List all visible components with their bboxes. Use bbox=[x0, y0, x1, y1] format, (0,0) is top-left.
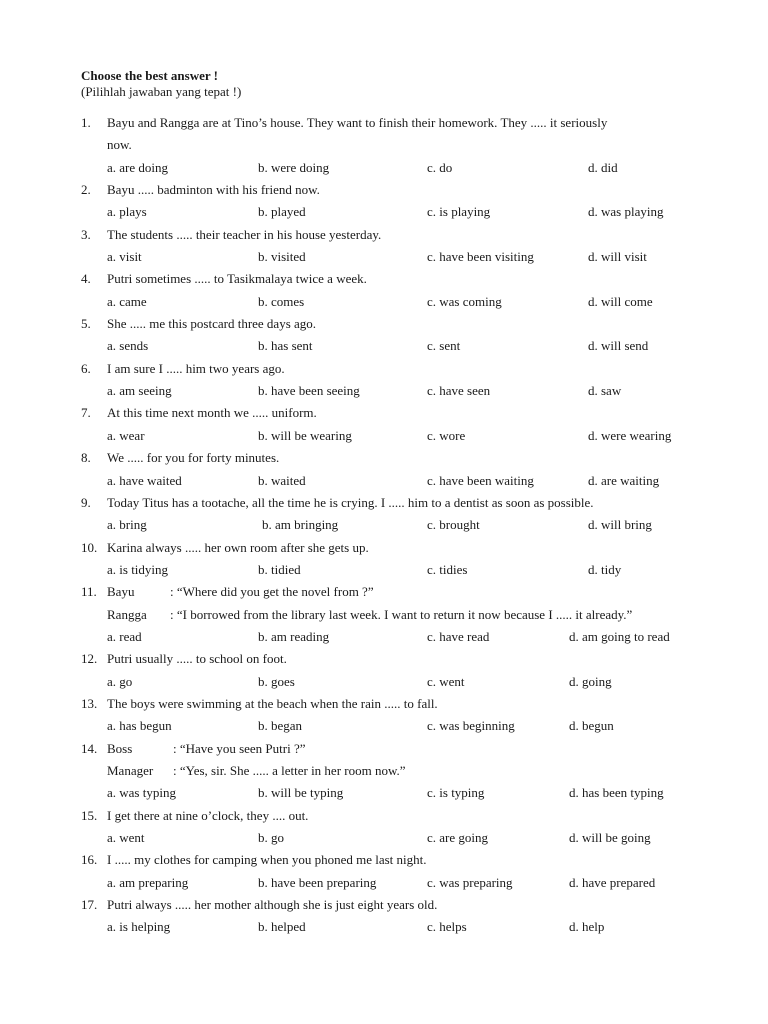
answer-option-d[interactable]: d. will be going bbox=[569, 830, 651, 845]
answer-option-b[interactable]: b. will be wearing bbox=[258, 427, 352, 443]
answer-option-c[interactable]: c. was preparing bbox=[427, 874, 513, 890]
answer-options bbox=[81, 157, 721, 179]
dialog-text: “Yes, sir. She ..... a letter in her room now.” bbox=[179, 762, 406, 778]
answer-option-c[interactable]: c. is typing bbox=[427, 785, 485, 801]
answer-option-a[interactable]: a. wear bbox=[107, 427, 145, 443]
answer-option-a[interactable]: a. am preparing bbox=[107, 874, 189, 890]
answer-option-c[interactable]: c. went bbox=[427, 673, 465, 689]
answer-options bbox=[81, 671, 721, 693]
answer-option-d[interactable]: d. has been typing bbox=[569, 785, 664, 801]
answer-option-c[interactable]: c. have seen bbox=[427, 383, 491, 399]
answer-options bbox=[81, 872, 721, 894]
answer-option-a[interactable]: a. sends bbox=[107, 338, 149, 354]
answer-options bbox=[81, 916, 721, 938]
answer-options bbox=[81, 291, 721, 313]
question-line bbox=[81, 581, 721, 603]
question-number: 4. bbox=[81, 271, 91, 287]
question-item bbox=[81, 849, 721, 894]
answer-option-b[interactable]: b. have been seeing bbox=[258, 383, 360, 399]
dialog-text: “Have you seen Putri ?” bbox=[179, 740, 306, 756]
question-item bbox=[81, 738, 721, 805]
answer-option-d[interactable]: d. will visit bbox=[588, 249, 647, 265]
answer-option-d[interactable]: d. tidy bbox=[588, 561, 622, 577]
answer-option-c[interactable]: c. was coming bbox=[427, 293, 502, 309]
answer-option-c[interactable]: c. have read bbox=[427, 628, 490, 644]
question-number: 13. bbox=[81, 695, 98, 711]
answer-option-d[interactable]: d. going bbox=[569, 673, 612, 689]
question-line bbox=[81, 604, 721, 626]
question-line bbox=[81, 112, 721, 134]
dialog-line bbox=[107, 738, 306, 760]
answer-option-c[interactable]: c. have been waiting bbox=[427, 472, 534, 488]
answer-option-a[interactable]: a. is tidying bbox=[107, 561, 169, 577]
question-number: 9. bbox=[81, 494, 91, 510]
answer-option-a[interactable]: a. has begun bbox=[107, 718, 172, 734]
answer-option-d[interactable]: d. will send bbox=[588, 338, 649, 354]
dialog-text: “I borrowed from the library last week. I want to return it now because I ..... it already.” bbox=[176, 606, 633, 622]
question-text: The students ..... their teacher in his house yesterday. bbox=[107, 226, 382, 242]
question-item bbox=[81, 224, 721, 269]
question-line bbox=[81, 849, 721, 871]
question-list bbox=[81, 112, 721, 939]
answer-option-b[interactable]: b. played bbox=[258, 204, 306, 220]
question-line bbox=[81, 224, 721, 246]
question-number: 12. bbox=[81, 651, 98, 667]
question-text: Karina always ..... her own room after she gets up. bbox=[107, 539, 369, 555]
answer-option-b[interactable]: b. were doing bbox=[258, 159, 330, 175]
question-number: 5. bbox=[81, 316, 91, 332]
answer-option-b[interactable]: b. tidied bbox=[258, 561, 301, 577]
answer-option-a[interactable]: a. am seeing bbox=[107, 383, 172, 399]
question-item bbox=[81, 112, 721, 179]
answer-options bbox=[81, 380, 721, 402]
instruction-title: Choose the best answer ! bbox=[81, 68, 218, 83]
answer-options bbox=[81, 715, 721, 737]
question-number: 2. bbox=[81, 182, 91, 198]
answer-option-b[interactable]: b. have been preparing bbox=[258, 874, 377, 890]
dialog-speaker: Manager bbox=[107, 762, 154, 778]
answer-options bbox=[81, 425, 721, 447]
answer-option-d[interactable]: d. have prepared bbox=[569, 874, 656, 890]
answer-option-b[interactable]: b. has sent bbox=[258, 338, 313, 354]
question-item bbox=[81, 693, 721, 738]
question-text: I ..... my clothes for camping when you phoned me last night. bbox=[107, 852, 427, 868]
answer-option-a[interactable]: a. was typing bbox=[107, 785, 176, 801]
question-item bbox=[81, 805, 721, 850]
answer-option-d[interactable]: d. am going to read bbox=[569, 628, 670, 644]
answer-option-c[interactable]: c. was beginning bbox=[427, 718, 515, 734]
question-item bbox=[81, 581, 721, 648]
answer-options bbox=[81, 246, 721, 268]
answer-option-b[interactable]: b. visited bbox=[258, 249, 306, 265]
question-line bbox=[81, 268, 721, 290]
dialog-line bbox=[107, 604, 632, 626]
question-text: At this time next month we ..... uniform. bbox=[107, 405, 317, 421]
answer-option-b[interactable]: b. am bringing bbox=[262, 517, 339, 533]
question-line bbox=[81, 738, 721, 760]
answer-option-d[interactable]: d. help bbox=[569, 919, 605, 935]
answer-options bbox=[81, 782, 721, 804]
answer-option-c[interactable]: c. are going bbox=[427, 830, 489, 845]
question-item bbox=[81, 447, 721, 492]
question-line bbox=[81, 358, 721, 380]
question-item bbox=[81, 268, 721, 313]
question-number: 6. bbox=[81, 360, 91, 376]
answer-option-c[interactable]: c. is playing bbox=[427, 204, 491, 220]
question-line bbox=[81, 894, 721, 916]
answer-option-a[interactable]: a. have waited bbox=[107, 472, 182, 488]
answer-option-b[interactable]: b. comes bbox=[258, 293, 305, 309]
dialog-text: “Where did you get the novel from ?” bbox=[176, 584, 374, 600]
answer-option-d[interactable]: d. saw bbox=[588, 383, 622, 399]
answer-option-c[interactable]: c. brought bbox=[427, 517, 480, 533]
answer-option-a[interactable]: a. is helping bbox=[107, 919, 171, 935]
question-line bbox=[81, 760, 721, 782]
answer-options bbox=[81, 470, 721, 492]
question-text: Today Titus has a tootache, all the time he is crying. I ..... him to a dentist as soon as possible. bbox=[107, 494, 594, 510]
answer-options bbox=[81, 827, 721, 849]
question-item bbox=[81, 537, 721, 582]
question-number: 10. bbox=[81, 539, 98, 555]
dialog-speaker: Boss bbox=[107, 740, 133, 756]
question-number: 1. bbox=[81, 115, 91, 130]
answer-option-a[interactable]: a. went bbox=[107, 830, 145, 845]
answer-option-d[interactable]: d. are waiting bbox=[588, 472, 660, 488]
answer-option-a[interactable]: a. plays bbox=[107, 204, 147, 220]
answer-options bbox=[81, 626, 721, 648]
answer-option-a[interactable]: a. are doing bbox=[107, 159, 169, 175]
question-line bbox=[81, 648, 721, 670]
question-number: 3. bbox=[81, 226, 91, 242]
question-text: now. bbox=[107, 137, 132, 153]
question-item bbox=[81, 894, 721, 939]
answer-option-a[interactable]: a. came bbox=[107, 293, 147, 309]
dialog-speaker: Bayu bbox=[107, 584, 135, 600]
question-text: Putri sometimes ..... to Tasikmalaya twice a week. bbox=[107, 271, 367, 287]
answer-option-c[interactable]: c. wore bbox=[427, 427, 466, 443]
answer-option-d[interactable]: d. were wearing bbox=[588, 427, 672, 443]
answer-options bbox=[81, 559, 721, 581]
dialog-speaker: Rangga bbox=[107, 606, 147, 622]
question-line bbox=[81, 693, 721, 715]
answer-option-a[interactable]: a. go bbox=[107, 673, 133, 689]
instruction-subtitle: (Pilihlah jawaban yang tepat !) bbox=[81, 84, 242, 99]
question-number: 11. bbox=[81, 584, 97, 600]
question-number: 17. bbox=[81, 897, 98, 913]
question-text: I am sure I ..... him two years ago. bbox=[107, 360, 285, 376]
answer-option-b[interactable]: b. waited bbox=[258, 472, 306, 488]
question-line bbox=[81, 179, 721, 201]
answer-option-b[interactable]: b. go bbox=[258, 830, 284, 845]
answer-option-b[interactable]: b. began bbox=[258, 718, 303, 734]
dialog-separator: : bbox=[173, 740, 177, 756]
dialog-line bbox=[107, 760, 406, 782]
answer-option-c[interactable]: c. tidies bbox=[427, 561, 468, 577]
answer-option-d[interactable]: d. will bring bbox=[588, 517, 652, 533]
answer-options bbox=[81, 335, 721, 357]
answer-option-b[interactable]: b. will be typing bbox=[258, 785, 344, 801]
answer-option-a[interactable]: a. read bbox=[107, 628, 142, 644]
dialog-separator: : bbox=[173, 762, 177, 778]
question-item bbox=[81, 402, 721, 447]
question-item bbox=[81, 648, 721, 693]
question-text: Bayu ..... badminton with his friend now. bbox=[107, 182, 320, 198]
question-item bbox=[81, 179, 721, 224]
question-item bbox=[81, 358, 721, 403]
question-line bbox=[81, 805, 721, 827]
answer-option-b[interactable]: b. am reading bbox=[258, 628, 330, 644]
question-line bbox=[81, 537, 721, 559]
answer-options bbox=[81, 201, 721, 223]
question-item bbox=[81, 313, 721, 358]
answer-option-d[interactable]: d. was playing bbox=[588, 204, 664, 220]
answer-option-c[interactable]: c. helps bbox=[427, 919, 467, 935]
answer-options bbox=[81, 514, 721, 536]
dialog-separator: : bbox=[170, 606, 174, 622]
question-text: The boys were swimming at the beach when the rain ..... to fall. bbox=[107, 695, 438, 711]
question-text: We ..... for you for forty minutes. bbox=[107, 450, 280, 466]
answer-option-c[interactable]: c. have been visiting bbox=[427, 249, 534, 265]
question-number: 14. bbox=[81, 740, 98, 756]
question-number: 15. bbox=[81, 807, 98, 823]
answer-option-d[interactable]: d. did bbox=[588, 159, 618, 175]
question-number: 16. bbox=[81, 852, 98, 868]
answer-option-d[interactable]: d. begun bbox=[569, 718, 614, 734]
answer-option-a[interactable]: a. visit bbox=[107, 249, 142, 265]
question-line bbox=[81, 492, 721, 514]
question-line bbox=[81, 313, 721, 335]
answer-option-c[interactable]: c. sent bbox=[427, 338, 461, 354]
answer-option-b[interactable]: b. goes bbox=[258, 673, 295, 689]
dialog-separator: : bbox=[170, 584, 174, 600]
question-line bbox=[81, 447, 721, 469]
question-line bbox=[81, 402, 721, 424]
question-text: Putri usually ..... to school on foot. bbox=[107, 651, 287, 667]
question-number: 8. bbox=[81, 450, 91, 466]
question-item bbox=[81, 492, 721, 537]
answer-option-b[interactable]: b. helped bbox=[258, 919, 306, 935]
question-number: 7. bbox=[81, 405, 91, 421]
answer-option-d[interactable]: d. will come bbox=[588, 293, 653, 309]
question-text: She ..... me this postcard three days ago. bbox=[107, 316, 317, 332]
answer-option-a[interactable]: a. bring bbox=[107, 517, 147, 533]
question-text: Putri always ..... her mother although she is just eight years old. bbox=[107, 897, 438, 913]
dialog-line bbox=[107, 581, 374, 603]
question-text: I get there at nine o’clock, they .... out. bbox=[107, 807, 309, 823]
question-text: Bayu and Rangga are at Tino’s house. They want to finish their homework. They ..... it seriously bbox=[107, 115, 608, 130]
answer-option-c[interactable]: c. do bbox=[427, 159, 453, 175]
question-line bbox=[81, 134, 721, 156]
